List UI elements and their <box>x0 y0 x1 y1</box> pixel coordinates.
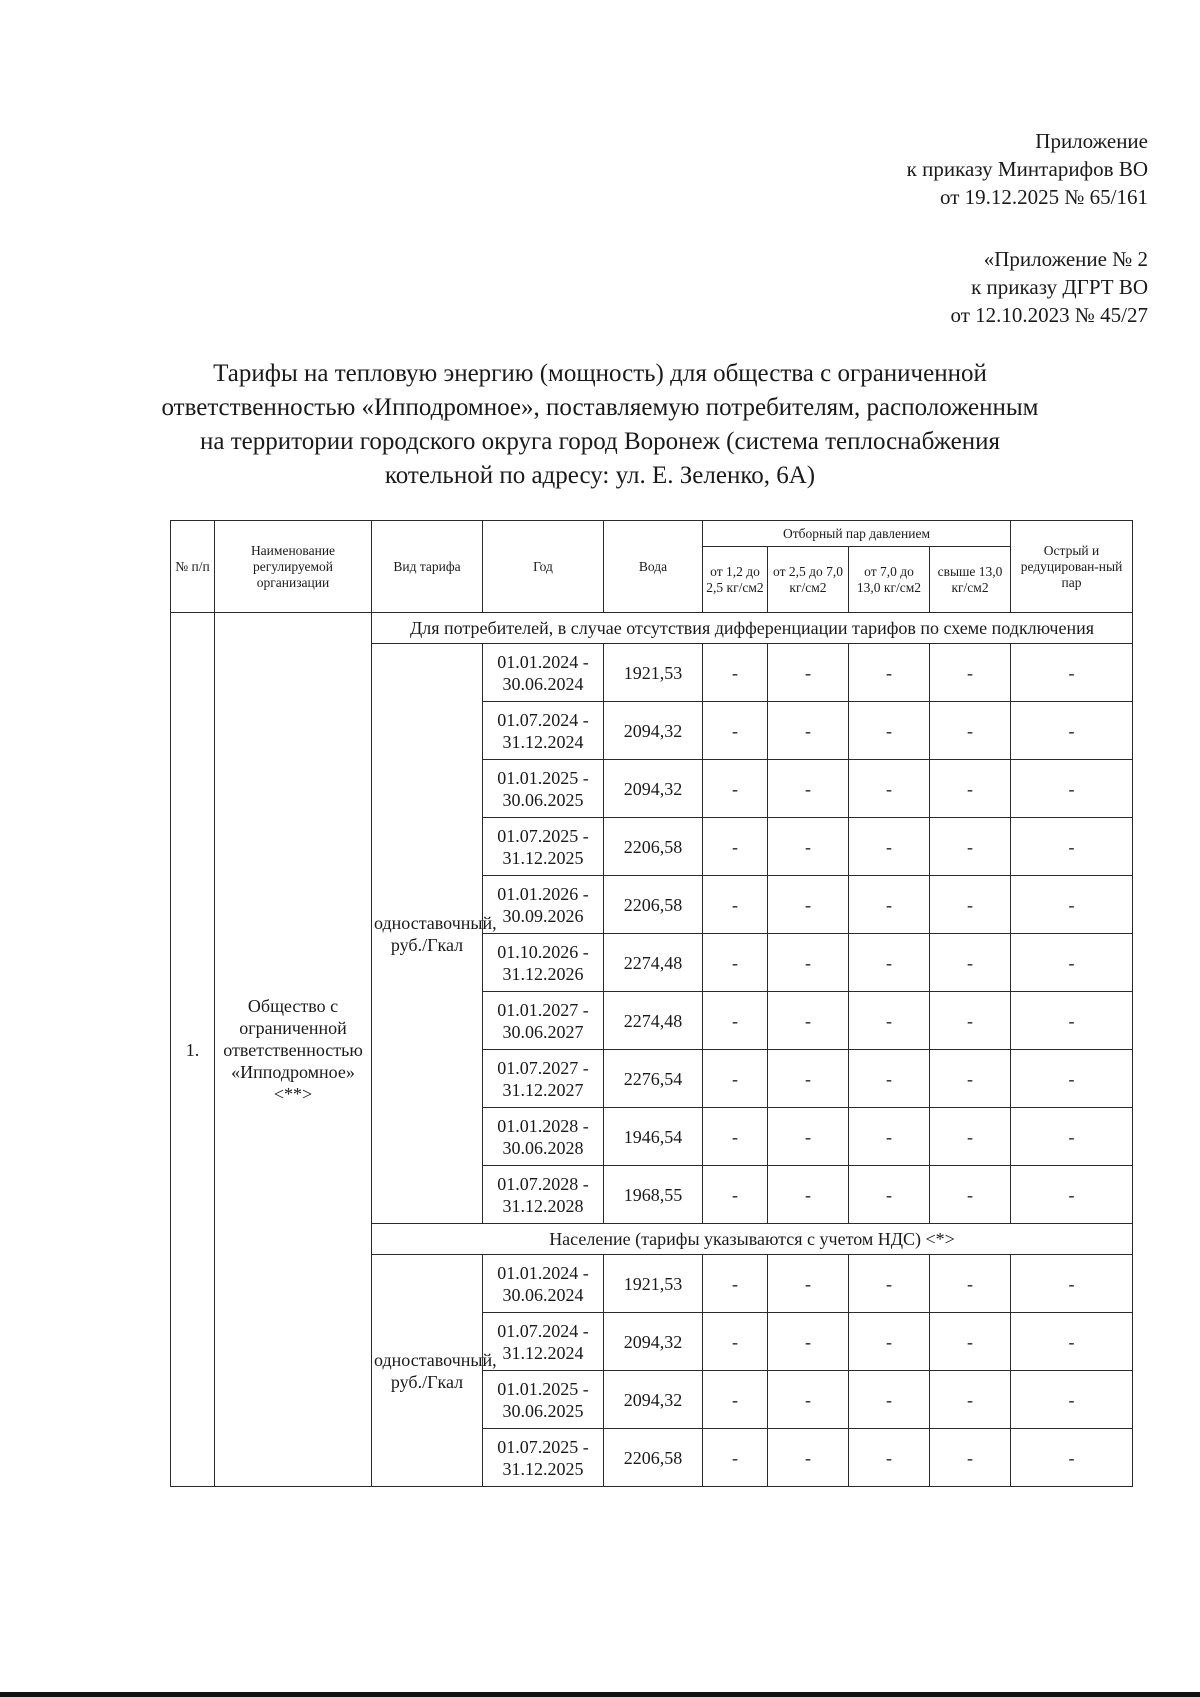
group-label: Население (тарифы указываются с учетом НДС) <*> <box>372 1224 1133 1255</box>
steam-value: - <box>703 876 768 934</box>
period-cell: 01.07.2027 - 31.12.2027 <box>483 1050 604 1108</box>
steam-value: - <box>703 1429 768 1487</box>
water-value: 1968,55 <box>604 1166 703 1224</box>
steam-value: - <box>849 644 930 702</box>
steam-value: - <box>768 702 849 760</box>
steam-value: - <box>768 818 849 876</box>
period-cell: 01.01.2024 - 30.06.2024 <box>483 644 604 702</box>
water-value: 2206,58 <box>604 818 703 876</box>
header-organization: Наименование регулируемой организации <box>215 521 372 613</box>
steam-value: - <box>849 1313 930 1371</box>
steam-value: - <box>768 1255 849 1313</box>
steam-value: - <box>849 702 930 760</box>
sharp-steam-value: - <box>1011 1255 1133 1313</box>
header-num: № п/п <box>171 521 215 613</box>
steam-value: - <box>849 876 930 934</box>
steam-value: - <box>930 702 1011 760</box>
steam-value: - <box>703 934 768 992</box>
sharp-steam-value: - <box>1011 876 1133 934</box>
quoted-appendix-line: от 12.10.2023 № 45/27 <box>950 303 1148 327</box>
steam-value: - <box>703 818 768 876</box>
steam-value: - <box>768 1313 849 1371</box>
appendix-header-line: Приложение <box>1035 129 1148 153</box>
steam-value: - <box>703 1166 768 1224</box>
steam-value: - <box>703 702 768 760</box>
steam-value: - <box>703 644 768 702</box>
group-row <box>171 613 1133 644</box>
steam-value: - <box>930 1166 1011 1224</box>
header-tariff-type: Вид тарифа <box>372 521 483 613</box>
steam-value: - <box>849 760 930 818</box>
steam-value: - <box>849 1371 930 1429</box>
period-cell: 01.07.2025 - 31.12.2025 <box>483 818 604 876</box>
header-water: Вода <box>604 521 703 613</box>
steam-value: - <box>768 644 849 702</box>
steam-value: - <box>849 1166 930 1224</box>
steam-value: - <box>703 1371 768 1429</box>
steam-value: - <box>930 992 1011 1050</box>
sharp-steam-value: - <box>1011 1313 1133 1371</box>
steam-value: - <box>930 1313 1011 1371</box>
water-value: 2274,48 <box>604 934 703 992</box>
document-title: Тарифы на тепловую энергию (мощность) для общества с ограниченной ответственностью «Ипподромное», поставляемую потребителям, расположенным на территории городского округа город Воронеж (система теплоснабжения котельной по адресу: ул. Е. Зеленко, 6А) <box>161 360 1039 489</box>
row-number: 1. <box>171 613 215 1487</box>
sharp-steam-value: - <box>1011 1371 1133 1429</box>
steam-value: - <box>930 760 1011 818</box>
header-steam-2: от 2,5 до 7,0 кг/см2 <box>768 547 849 613</box>
water-value: 2206,58 <box>604 1429 703 1487</box>
period-cell: 01.07.2028 - 31.12.2028 <box>483 1166 604 1224</box>
steam-value: - <box>768 1429 849 1487</box>
period-cell: 01.01.2028 - 30.06.2028 <box>483 1108 604 1166</box>
water-value: 2094,32 <box>604 760 703 818</box>
sharp-steam-value: - <box>1011 644 1133 702</box>
scan-edge-line <box>0 1692 1200 1697</box>
water-value: 2094,32 <box>604 702 703 760</box>
quoted-appendix-header <box>950 245 1148 329</box>
steam-value: - <box>849 1255 930 1313</box>
sharp-steam-value: - <box>1011 934 1133 992</box>
steam-value: - <box>768 1371 849 1429</box>
steam-value: - <box>849 1429 930 1487</box>
header-steam-1: от 1,2 до 2,5 кг/см2 <box>703 547 768 613</box>
header-steam-group: Отборный пар давлением <box>703 521 1011 547</box>
steam-value: - <box>703 1255 768 1313</box>
group-label: Для потребителей, в случае отсутствия дифференциации тарифов по схеме подключения <box>372 613 1133 644</box>
water-value: 1921,53 <box>604 644 703 702</box>
water-value: 1946,54 <box>604 1108 703 1166</box>
steam-value: - <box>768 876 849 934</box>
sharp-steam-value: - <box>1011 818 1133 876</box>
sharp-steam-value: - <box>1011 760 1133 818</box>
steam-value: - <box>768 934 849 992</box>
period-cell: 01.01.2024 - 30.06.2024 <box>483 1255 604 1313</box>
appendix-header-line: от 19.12.2025 № 65/161 <box>939 185 1148 209</box>
quoted-appendix-line: к приказу ДГРТ ВО <box>971 275 1148 299</box>
header-sharp-steam: Острый и редуцирован-ный пар <box>1011 521 1133 613</box>
period-cell: 01.07.2024 - 31.12.2024 <box>483 1313 604 1371</box>
appendix-header-line: к приказу Минтарифов ВО <box>906 157 1148 181</box>
header-year: Год <box>483 521 604 613</box>
steam-value: - <box>930 1429 1011 1487</box>
steam-value: - <box>768 1108 849 1166</box>
steam-value: - <box>849 818 930 876</box>
quoted-appendix-line: «Приложение № 2 <box>983 247 1148 271</box>
header-steam-4: свыше 13,0 кг/см2 <box>930 547 1011 613</box>
header-row <box>171 521 1133 547</box>
steam-value: - <box>930 1050 1011 1108</box>
steam-value: - <box>849 1050 930 1108</box>
steam-value: - <box>930 1108 1011 1166</box>
period-cell: 01.07.2025 - 31.12.2025 <box>483 1429 604 1487</box>
sharp-steam-value: - <box>1011 1429 1133 1487</box>
steam-value: - <box>930 818 1011 876</box>
steam-value: - <box>768 992 849 1050</box>
steam-value: - <box>849 1108 930 1166</box>
water-value: 2094,32 <box>604 1313 703 1371</box>
steam-value: - <box>703 1050 768 1108</box>
organization-name: Общество с ограниченной ответственностью «Ипподромное» <**> <box>215 613 372 1487</box>
period-cell: 01.01.2025 - 30.06.2025 <box>483 760 604 818</box>
steam-value: - <box>703 760 768 818</box>
period-cell: 01.01.2027 - 30.06.2027 <box>483 992 604 1050</box>
period-cell: 01.10.2026 - 31.12.2026 <box>483 934 604 992</box>
sharp-steam-value: - <box>1011 702 1133 760</box>
water-value: 2274,48 <box>604 992 703 1050</box>
tariff-table-body <box>171 613 1133 1487</box>
steam-value: - <box>768 1050 849 1108</box>
steam-value: - <box>930 1255 1011 1313</box>
sharp-steam-value: - <box>1011 1166 1133 1224</box>
steam-value: - <box>930 876 1011 934</box>
steam-value: - <box>930 1371 1011 1429</box>
steam-value: - <box>849 992 930 1050</box>
sharp-steam-value: - <box>1011 992 1133 1050</box>
water-value: 2094,32 <box>604 1371 703 1429</box>
steam-value: - <box>768 760 849 818</box>
appendix-header <box>907 127 1148 211</box>
water-value: 1921,53 <box>604 1255 703 1313</box>
header-steam-3: от 7,0 до 13,0 кг/см2 <box>849 547 930 613</box>
sharp-steam-value: - <box>1011 1108 1133 1166</box>
tariff-type: одноставочный, руб./Гкал <box>372 1255 483 1487</box>
steam-value: - <box>930 644 1011 702</box>
steam-value: - <box>768 1166 849 1224</box>
steam-value: - <box>930 934 1011 992</box>
steam-value: - <box>703 1108 768 1166</box>
period-cell: 01.01.2026 - 30.09.2026 <box>483 876 604 934</box>
water-value: 2206,58 <box>604 876 703 934</box>
steam-value: - <box>849 934 930 992</box>
tariff-type: одноставочный, руб./Гкал <box>372 644 483 1224</box>
water-value: 2276,54 <box>604 1050 703 1108</box>
period-cell: 01.01.2025 - 30.06.2025 <box>483 1371 604 1429</box>
period-cell: 01.07.2024 - 31.12.2024 <box>483 702 604 760</box>
steam-value: - <box>703 1313 768 1371</box>
tariff-table <box>170 520 1133 1487</box>
sharp-steam-value: - <box>1011 1050 1133 1108</box>
steam-value: - <box>703 992 768 1050</box>
